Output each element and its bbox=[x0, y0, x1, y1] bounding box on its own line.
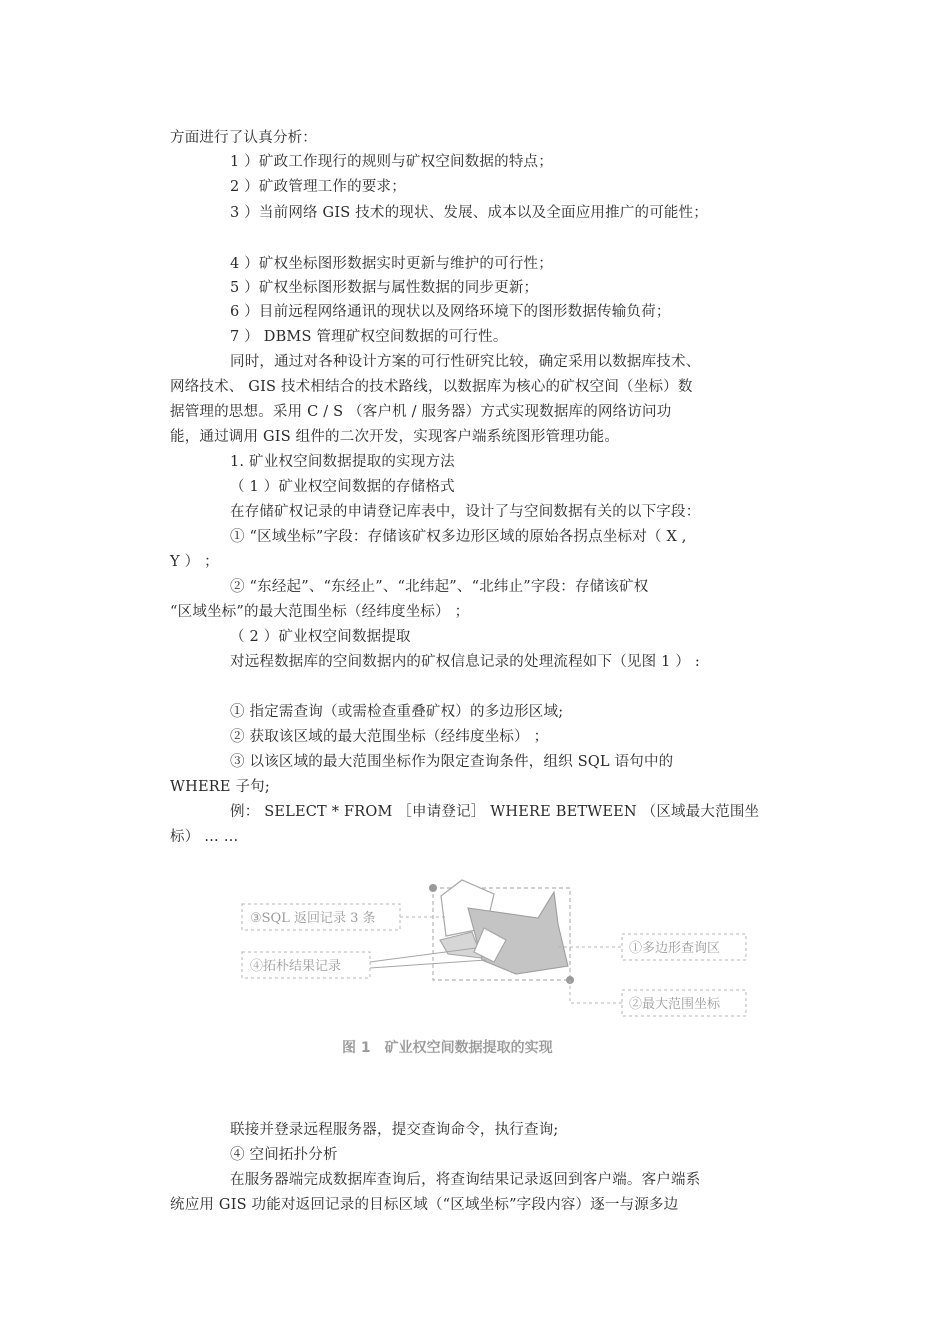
subsection-heading: （ 1 ）矿业权空间数据的存储格式 bbox=[230, 479, 455, 495]
code-example-line: 标） … … bbox=[170, 829, 239, 845]
paragraph-line: 对远程数据库的空间数据内的矿权信息记录的处理流程如下（见图 1 ） : bbox=[230, 654, 700, 670]
paragraph-line: Y ） ； bbox=[170, 554, 219, 570]
connector-line bbox=[570, 980, 622, 1003]
paragraph-line: ② 获取该区域的最大范围坐标（经纬度坐标） ； bbox=[230, 729, 549, 745]
list-item: 6 ）目前远程网络通讯的现状以及网络环境下的图形数据传输负荷； bbox=[230, 304, 671, 320]
section-heading: 1. 矿业权空间数据提取的实现方法 bbox=[230, 454, 455, 470]
code-example-line: 例： SELECT * FROM ［申请登记］ WHERE BETWEEN （区域最大范围坐 bbox=[230, 804, 760, 820]
paragraph-line: 网络技术、 GIS 技术相结合的技术路线，以数据库为核心的矿权空间（坐标）数 bbox=[170, 379, 693, 395]
sql-records-label: ③SQL 返回记录 3 条 bbox=[250, 911, 376, 926]
paragraph-line: 联接并登录远程服务器，提交查询命令，执行查询; bbox=[230, 1122, 559, 1138]
list-item: 3 ）当前网络 GIS 技术的现状、发展、成本以及全面应用推广的可能性； bbox=[230, 205, 708, 221]
figure-1 bbox=[236, 870, 756, 1070]
paragraph-line: “区域坐标”的最大范围坐标（经纬度坐标） ； bbox=[170, 604, 470, 620]
paragraph-line: 在服务器端完成数据库查询后，将查询结果记录返回到客户端。客户端系 bbox=[230, 1172, 701, 1188]
paragraph-line: 方面进行了认真分析： bbox=[170, 130, 317, 146]
list-item: 4 ）矿权坐标图形数据实时更新与维护的可行性； bbox=[230, 256, 553, 272]
paragraph-line: ② “东经起”、“东经止”、“北纬起”、“北纬止”字段：存储该矿权 bbox=[230, 579, 649, 595]
list-item: 5 ）矿权坐标图形数据与属性数据的同步更新； bbox=[230, 280, 539, 296]
paragraph-line: ④ 空间拓扑分析 bbox=[230, 1147, 338, 1163]
list-item: 1 ）矿政工作现行的规则与矿权空间数据的特点； bbox=[230, 154, 553, 170]
paragraph-line: 能，通过调用 GIS 组件的二次开发，实现客户端系统图形管理功能。 bbox=[170, 429, 620, 445]
list-item: 7 ） DBMS 管理矿权空间数据的可行性。 bbox=[230, 329, 508, 345]
paragraph-line: ① 指定需查询（或需检查重叠矿权）的多边形区域; bbox=[230, 704, 564, 720]
paragraph-line: 据管理的思想。采用 C / S （客户机 / 服务器）方式实现数据库的网络访问功 bbox=[170, 404, 672, 420]
paragraph-line: ③ 以该区域的最大范围坐标作为限定查询条件，组织 SQL 语句中的 bbox=[230, 754, 674, 770]
paragraph-line: ① “区域坐标”字段：存储该矿权多边形区域的原始各拐点坐标对（ X , bbox=[230, 529, 687, 545]
connector-line bbox=[370, 960, 486, 968]
corner-dot bbox=[429, 884, 437, 892]
polygon-query-label: ①多边形查询区 bbox=[629, 941, 721, 956]
paragraph-line: 在存储矿权记录的申请登记库表中，设计了与空间数据有关的以下字段： bbox=[230, 504, 701, 520]
list-item: 2 ）矿政管理工作的要求； bbox=[230, 179, 406, 195]
paragraph-line: 统应用 GIS 功能对返回记录的目标区域（“区域坐标”字段内容）逐一与源多边 bbox=[170, 1197, 679, 1213]
max-range-label: ②最大范围坐标 bbox=[629, 997, 721, 1012]
topology-label: ④拓朴结果记录 bbox=[250, 959, 342, 974]
paragraph-line: 同时，通过对各种设计方案的可行性研究比较，确定采用以数据库技术、 bbox=[230, 354, 701, 370]
paragraph-line: WHERE 子句; bbox=[170, 779, 270, 795]
figure-1-diagram bbox=[236, 870, 756, 1070]
subsection-heading: （ 2 ）矿业权空间数据提取 bbox=[230, 629, 411, 645]
figure-caption: 图 1 矿业权空间数据提取的实现 bbox=[342, 1040, 553, 1056]
